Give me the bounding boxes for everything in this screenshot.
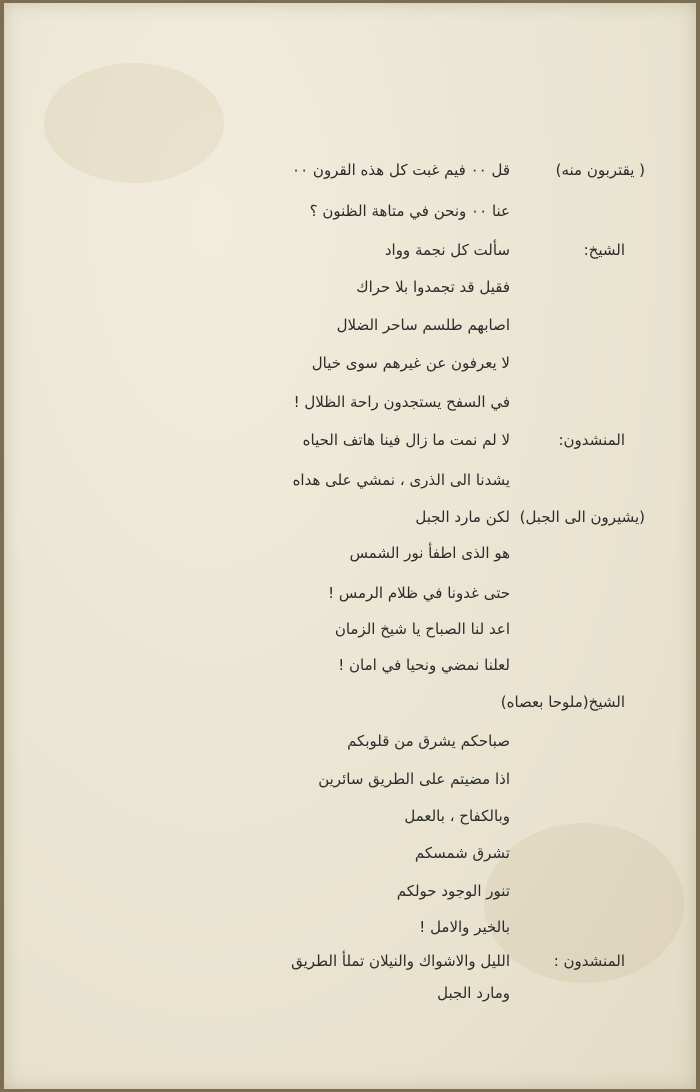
verse-text: اصابهم طلسم ساحر الضلال (336, 316, 510, 334)
speaker-name: الشيخ(ملوحا بعصاه) (500, 693, 625, 711)
script-line (0, 387, 700, 417)
script-line (0, 425, 700, 455)
verse-text: بالخير والامل ! (419, 918, 510, 936)
verse-text: سألت كل نجمة وواد (384, 241, 510, 259)
verse-text: لا لم نمت ما زال فينا هاتف الحياه (302, 431, 510, 449)
script-line (0, 465, 700, 495)
speaker-name: المنشدون: (558, 431, 625, 449)
verse-text: هو الذى اطفأ نور الشمس (349, 544, 510, 562)
script-line (0, 764, 700, 794)
verse-text: لعلنا نمضي ونحيا في امان ! (338, 656, 510, 674)
script-line (0, 726, 700, 756)
verse-text: حتى غدونا في ظلام الرمس ! (328, 584, 510, 602)
script-line (0, 687, 700, 717)
script-line (0, 272, 700, 302)
script-line (0, 155, 700, 185)
verse-text: عنا ٠٠ ونحن في متاهة الظنون ؟ (309, 202, 510, 220)
script-line (0, 310, 700, 340)
stage-direction: (يشيرون الى الجبل) (519, 508, 645, 526)
script-line (0, 235, 700, 265)
script-line (0, 912, 700, 942)
script-line (0, 578, 700, 608)
verse-text: صباحكم يشرق من قلوبكم (347, 732, 510, 750)
verse-text: اذا مضيتم على الطريق سائرين (318, 770, 510, 788)
verse-text: قل ٠٠ فيم غبت كل هذه القرون ٠٠ (292, 161, 510, 179)
script-line (0, 876, 700, 906)
verse-text: وبالكفاح ، بالعمل (404, 807, 510, 825)
script-line (0, 538, 700, 568)
script-line (0, 650, 700, 680)
script-line (0, 348, 700, 378)
verse-text: اعد لنا الصباح يا شيخ الزمان (334, 620, 510, 638)
speaker-name: الشيخ: (583, 241, 625, 259)
script-line (0, 614, 700, 644)
verse-text: يشدنا الى الذرى ، نمشي على هداه (292, 471, 510, 489)
verse-text: لا يعرفون عن غيرهم سوى خيال (311, 354, 510, 372)
script-line (0, 838, 700, 868)
verse-text: تنور الوجود حولكم (396, 882, 510, 900)
verse-text: فقيل قد تجمدوا بلا حراك (356, 278, 510, 296)
script-line (0, 978, 700, 1008)
stage-direction: ( يقتربون منه) (555, 161, 645, 179)
verse-text: في السفح يستجدون راحة الظلال ! (293, 393, 510, 411)
script-line (0, 946, 700, 976)
verse-text: لكن مارد الجبل (415, 508, 510, 526)
speaker-name: المنشدون : (553, 952, 625, 970)
script-line (0, 801, 700, 831)
verse-text: تشرق شمسكم (414, 844, 510, 862)
verse-text: ومارد الجبل (437, 984, 510, 1002)
script-line (0, 502, 700, 532)
script-line (0, 196, 700, 226)
verse-text: الليل والاشواك والنيلان تملأ الطريق (291, 952, 510, 970)
